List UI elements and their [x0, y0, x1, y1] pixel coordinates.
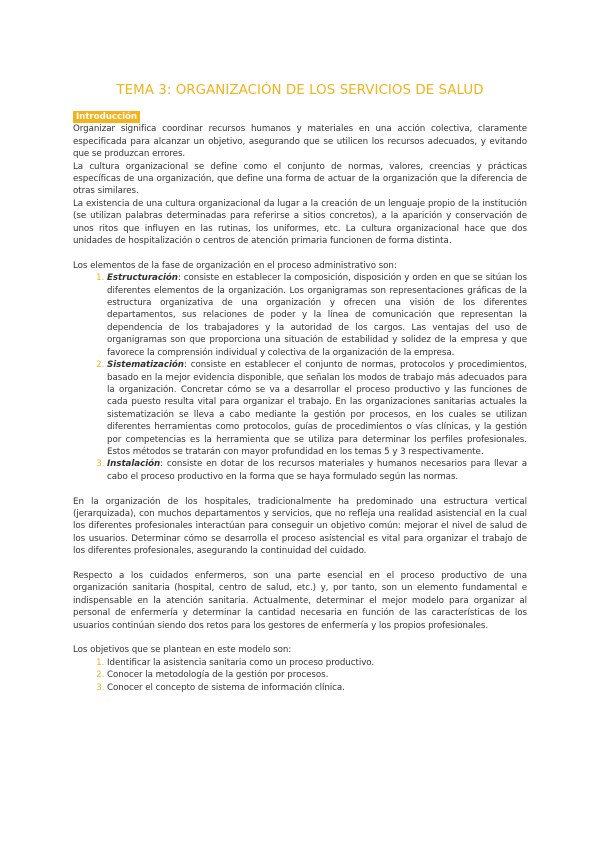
list-item: 3. Conocer el concepto de sistema de información clínica.	[107, 682, 527, 694]
list-item: 1. Identificar la asistencia sanitaria como un proceso productivo.	[107, 657, 527, 669]
page-title: TEMA 3: ORGANIZACIÓN DE LOS SERVICIOS DE SALUD	[116, 83, 484, 98]
objectives-intro: Los objetivos que se plantean en este modelo son:	[73, 645, 292, 656]
hospital-paragraph: En la organización de los hospitales, tradicionalmente ha predominado una estructura vertical (jerarquizada), con muchos departamentos y servicios, que no refleja una realidad asistencial en la cual los diferentes profesionales interactúan para conseguir un objetivo común: mejorar el nivel de salud de los usuarios. Determinar cómo se desarrolla el proceso asistencial es vital para organizar el trabajo de los diferentes profesionales, asegurando la continuidad del cuidado.	[73, 496, 527, 557]
element-text: : consiste en establecer el conjunto de normas, protocolos y procedimientos, basado en la mejor evidencia disponible, que señalan los modos de trabajo más adecuados para la organización. Concretar cómo se va a desarrollar el proceso productivo y las funciones de cada puesto resulta vital para organizar el trabajo. En las organizaciones sanitarias actuales la sistematización se lleva a cabo mediante la gestión por procesos, en los cuales se utilizan diferentes herramientas como protocolos, guías de procedimientos o vías clínicas, y la gestión por competencias es la herramienta que se utiliza para determinar los perfiles profesionales. Estos métodos se tratarán con mayor profundidad en los temas 5 y 3 respectivamente.	[107, 360, 527, 457]
objectives-list	[73, 657, 527, 694]
element-text: : consiste en establecer la composición, disposición y orden en que se sitúan los diferentes elementos de la organización. Los organigramas son representaciones gráficas de la estructura organizativa de una organización y ofrecen una visión de los diferentes departamentos, sus relaciones de poder y la línea de comunicación que representan la dependencia de los trabajadores y la autoridad de los cargos. Las ventajas del uso de organigramas son que proporciona una situación de estabilidad y solidez de la empresa y que favorece la comprensión individual y colectiva de la organización de la empresa.	[107, 273, 527, 358]
element-text: : consiste en dotar de los recursos materiales y humanos necesarios para llevar a cabo el proceso productivo en la forma que se haya formulado según las normas.	[107, 459, 527, 482]
element-term: Sistematización	[107, 360, 184, 371]
spacer	[73, 247, 527, 259]
section-heading-introduccion: Introducción	[73, 111, 140, 123]
document-body	[73, 111, 527, 694]
spacer	[73, 558, 527, 570]
intro-paragraph-2: La cultura organizacional se define como el conjunto de normas, valores, creencias y prácticas específicas de una organización, que define una forma de actuar de la organización que la diferencia de otras similares.	[73, 161, 527, 197]
list-item	[107, 272, 527, 359]
nursing-paragraph: Respecto a los cuidados enfermeros, son una parte esencial en el proceso productivo de una organización sanitaria (hospital, centro de salud, etc.) y, por tanto, son un elemento fundamental e indispensable en la atención sanitaria. Actualmente, determinar el mejor modelo para organizar al personal de enfermería y determinar la cantidad necesaria en función de las características de los usuarios continúan siendo dos retos para los gestores de enfermería y los propios profesionales.	[73, 570, 527, 631]
list-item: 2. Conocer la metodología de la gestión por procesos.	[107, 669, 527, 681]
list-item	[107, 458, 527, 483]
elements-list	[73, 272, 527, 483]
element-term: Instalación	[107, 459, 161, 470]
list-item	[107, 359, 527, 458]
intro-paragraph-3: La existencia de una cultura organizacional da lugar a la creación de un lenguaje propio de la institución (se utilizan palabras determinadas para referirse a sitios concretos), a la aparición y conservación de unos ritos que influyen en las rutinas, los uniformes, etc. La cultura organizacional hace que dos unidades de hospitalización o centros de atención primaria funcionen de forma distinta.	[73, 198, 527, 247]
intro-paragraph-1: Organizar significa coordinar recursos humanos y materiales en una acción colectiva, claramente especificada para alcanzar un objetivo, asegurando que se utilicen los recursos adecuados, y evitando que se produzcan errores.	[73, 124, 527, 160]
element-term: Estructuración	[107, 273, 178, 284]
spacer	[73, 483, 527, 495]
spacer	[73, 632, 527, 644]
elements-intro: Los elementos de la fase de organización en el proceso administrativo son:	[73, 260, 397, 271]
